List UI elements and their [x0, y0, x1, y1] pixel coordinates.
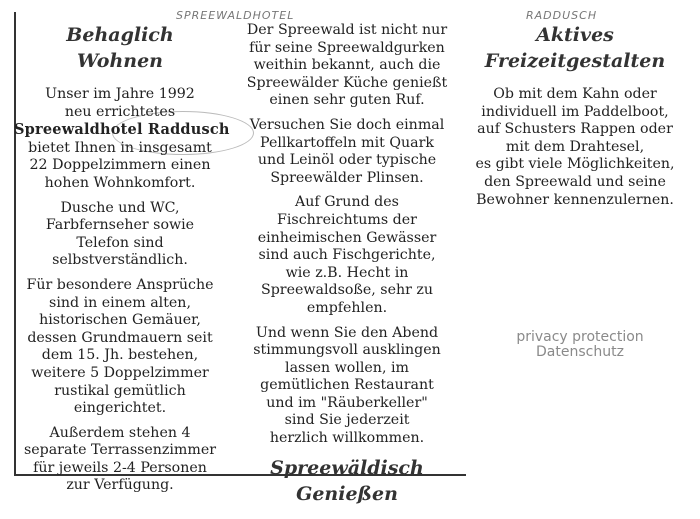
column-wohnen: [14, 22, 230, 502]
hotel-name: Spreewaldhotel Raddusch: [14, 121, 230, 139]
heading-geniessen: Spreewäldisch Genießen: [270, 456, 424, 505]
paragraph-intro: Unser im Jahre 1992 neu errichtetes Spreewaldhotel Raddusch bietet Ihnen in insgesamt 22 Doppelzimmern einen hohen Wohnkomfort.: [14, 86, 230, 191]
column-freizeit: [466, 22, 684, 241]
paragraph-dishes: Versuchen Sie doch einmal Pellkartoffeln mit Quark und Leinöl oder typische Spreewälder Plinsen.: [249, 116, 445, 186]
privacy-watermark: privacy protection Datenschutz: [516, 329, 644, 360]
column-geniessen: [236, 22, 458, 519]
handwritten-note-right: RADDUSCH: [526, 9, 598, 22]
paragraph-fish: Auf Grund des Fischreichtums der einheimischen Gewässer sind auch Fischgerichte, wie z.B. Hecht in Spreewaldsoße, sehr zu empfehlen.: [257, 194, 437, 316]
paragraph-historic-rooms: Für besondere Ansprüche sind in einem alten, historischen Gemäuer, dessen Grundmauern seit dem 15. Jh. bestehen, weitere 5 Doppelzimmer rustikal gemütlich eingerichtet.: [26, 276, 214, 417]
paragraph-terrace-rooms: Außerdem stehen 4 separate Terrassenzimmer für jeweils 2-4 Personen zur Verfügung.: [23, 424, 217, 494]
paragraph-restaurant: Und wenn Sie den Abend stimmungsvoll ausklingen lassen wollen, im gemütlichen Restaurant und im "Räuberkeller" sind Sie jederzeit herzlich willkommen.: [253, 324, 441, 447]
paragraph-amenities: Dusche und WC, Farbfernseher sowie Telefon sind selbstverständlich.: [45, 199, 195, 269]
paragraph-cuisine: Der Spreewald ist nicht nur für seine Spreewaldgurken weithin bekannt, auch die Spreewälder Küche genießt einen sehr guten Ruf.: [246, 22, 448, 109]
paragraph-activities: Ob mit dem Kahn oder individuell im Paddelboot, auf Schusters Rappen oder mit dem Drahtesel, es gibt viele Möglichkeiten, den Spreewald und seine Bewohner kennenzulernen.: [475, 86, 675, 208]
heading-wohnen: Behaglich Wohnen: [66, 24, 174, 72]
handwritten-note-left: SPREEWALDHOTEL: [176, 9, 295, 22]
heading-freizeit: Aktives Freizeitgestalten: [484, 24, 666, 72]
